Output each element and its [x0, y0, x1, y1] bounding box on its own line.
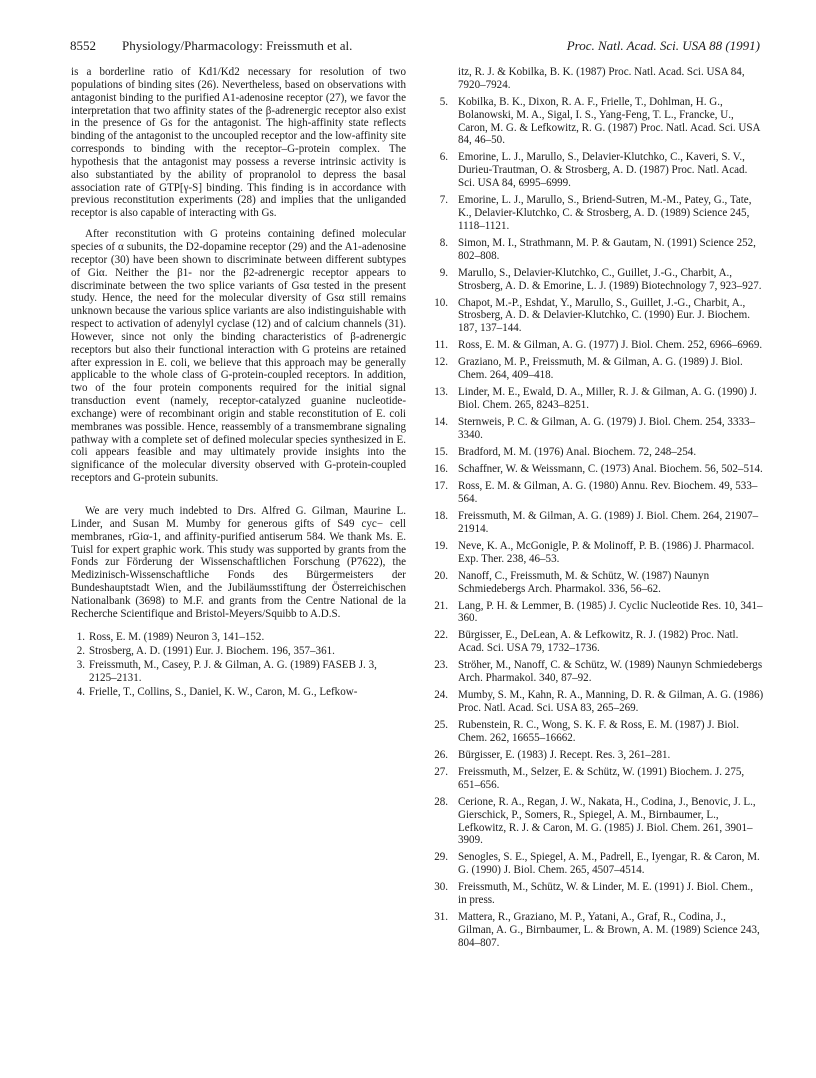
- reference-text: Emorine, L. J., Marullo, S., Briend-Sutren, M.-M., Patey, G., Tate, K., Delavier-Klutchko, C. & Strosberg, A. D. (1989) Science 245, 1118–1121.: [458, 194, 752, 232]
- reference-text: Mattera, R., Graziano, M. P., Yatani, A., Graf, R., Codina, J., Gilman, A. G., Birnbaumer, L. & Brown, A. M. (1989) Science 243, 804–807.: [458, 911, 760, 949]
- reference-number: 26.: [434, 748, 448, 761]
- reference-number: 12.: [434, 356, 448, 369]
- reference-number: 16.: [434, 463, 448, 476]
- reference-item: [424, 659, 764, 685]
- reference-number: 21.: [434, 599, 448, 612]
- reference-text: Neve, K. A., McGonigle, P. & Molinoff, P. B. (1986) J. Pharmacol. Exp. Ther. 238, 46–53.: [458, 539, 755, 565]
- reference-number: 23.: [434, 659, 448, 672]
- body-paragraph: is a borderline ratio of Kd1/Kd2 necessary for resolution of two populations of binding sites (26). Nevertheless, based on observations with antagonist binding to the purified A1-adenosine receptor (27), we favor the interpretation that two affinity states of the β-adrenergic receptor also exist in the presence of Gs for the antagonist. The high-affinity state reflects binding of the antagonist to the uncoupled receptor and the low-affinity site corresponds to binding with the receptor–G-protein complex. The hypothesis that the antagonist may possess a reverse intrinsic activity is also substantiated by the ability of propranolol to depress the basal association rate of GTP[γ-S] binding. This finding is in accordance with previous reconstitution experiments (28) and implies that the unliganded receptor is also capable of interacting with Gs.: [71, 66, 406, 220]
- reference-text: Linder, M. E., Ewald, D. A., Miller, R. J. & Gilman, A. G. (1990) J. Biol. Chem. 265, 8243–8251.: [458, 386, 757, 412]
- reference-item: [424, 480, 764, 506]
- reference-text: Nanoff, C., Freissmuth, M. & Schütz, W. (1987) Naunyn Schmiedebergs Arch. Pharmakol. 336, 56–62.: [458, 569, 710, 595]
- reference-item: [424, 796, 764, 847]
- reference-text: Graziano, M. P., Freissmuth, M. & Gilman, A. G. (1989) J. Biol. Chem. 264, 409–418.: [458, 356, 743, 382]
- reference-item: [424, 510, 764, 536]
- reference-item: [424, 749, 764, 762]
- right-column: [424, 66, 764, 954]
- reference-number: 19.: [434, 539, 448, 552]
- reference-number: 17.: [434, 480, 448, 493]
- reference-number: 4.: [76, 686, 85, 699]
- reference-item: [424, 237, 764, 263]
- reference-item: [424, 629, 764, 655]
- reference-number: 8.: [439, 236, 448, 249]
- reference-text: Freissmuth, M., Casey, P. J. & Gilman, A. G. (1989) FASEB J. 3, 2125–2131.: [89, 659, 377, 685]
- reference-number: 14.: [434, 416, 448, 429]
- reference-text: Emorine, L. J., Marullo, S., Delavier-Klutchko, C., Kaveri, S. V., Durieu-Trautman, O. & Strosberg, A. D. (1987) Proc. Natl. Acad. Sci. USA 84, 6995–6999.: [458, 151, 748, 190]
- reference-number: 10.: [434, 296, 448, 309]
- reference-number: 13.: [434, 386, 448, 399]
- reference-text: Freissmuth, M., Schütz, W. & Linder, M. E. (1991) J. Biol. Chem., in press.: [458, 881, 754, 907]
- reference-item: [424, 96, 764, 147]
- reference-number: 22.: [434, 629, 448, 642]
- reference-text: Frielle, T., Collins, S., Daniel, K. W., Caron, M. G., Lefkow-: [89, 686, 358, 699]
- running-title: Physiology/Pharmacology: Freissmuth et al.: [122, 38, 353, 53]
- reference-item: [424, 851, 764, 877]
- reference-text: Schaffner, W. & Weissmann, C. (1973) Anal. Biochem. 56, 502–514.: [458, 463, 763, 476]
- reference-item: [424, 766, 764, 792]
- page-number: 8552: [70, 38, 96, 53]
- reference-item: [71, 645, 406, 658]
- reference-number: 7.: [439, 194, 448, 207]
- reference-item: [424, 463, 764, 476]
- reference-item: [71, 686, 406, 699]
- reference-text: Ross, E. M. & Gilman, A. G. (1980) Annu. Rev. Biochem. 49, 533–564.: [458, 480, 758, 505]
- reference-text: Kobilka, B. K., Dixon, R. A. F., Frielle, T., Dohlman, H. G., Bolanowski, M. A., Sigal, I. S., Yang-Feng, T. L., Francke, U., Caron, M. G. & Lefkowitz, R. G. (1987) Proc. Natl. Acad. Sci. USA 84, 46–50.: [458, 95, 760, 147]
- reference-item: [424, 386, 764, 412]
- reference-item: [424, 194, 764, 233]
- reference-number: 29.: [434, 851, 448, 864]
- reference-number: 31.: [434, 911, 448, 924]
- reference-text: Bürgisser, E. (1983) J. Recept. Res. 3, 261–281.: [458, 748, 671, 761]
- reference-item: [424, 151, 764, 190]
- left-column: [71, 66, 406, 701]
- acknowledgment: We are very much indebted to Drs. Alfred G. Gilman, Maurine L. Linder, and Susan M. Mumby for generous gifts of S49 cyc− cell membranes, rGiα-1, and affinity-purified antiserum 584. We thank Ms. E. Tuisl for expert graphic work. This study was supported by grants from the Fonds zur Förderung der Wissenschaftlichen Forschung (P7622), the Medizinisch-Wissenschaftliche Fonds des Bürgermeisters der Bundeshauptstadt Wien, and the Jubiläumsstiftung der Österreichischen Nationalbank (3698) to M.F. and grants from the Centre National de la Recherche Scientifique and Bristol-Meyers/Squibb to A.D.S.: [71, 505, 406, 620]
- reference-item: [424, 689, 764, 715]
- reference-number: 30.: [434, 881, 448, 894]
- reference-item: [424, 719, 764, 745]
- reference-text: Mumby, S. M., Kahn, R. A., Manning, D. R. & Gilman, A. G. (1986) Proc. Natl. Acad. Sci. USA 83, 265–269.: [458, 689, 764, 715]
- reference-number: 1.: [76, 630, 85, 643]
- reference-item: [71, 631, 406, 644]
- reference-number: 11.: [434, 339, 448, 352]
- reference-text: Rubenstein, R. C., Wong, S. K. F. & Ross, E. M. (1987) J. Biol. Chem. 262, 16655–16662.: [458, 719, 739, 744]
- reference-number: 25.: [434, 719, 448, 732]
- reference-text: Bradford, M. M. (1976) Anal. Biochem. 72, 248–254.: [458, 446, 697, 458]
- reference-item: [424, 881, 764, 907]
- reference-text: Cerione, R. A., Regan, J. W., Nakata, H., Codina, J., Benovic, J. L., Gierschick, P., Somers, R., Spiegel, A. M., Birnbaumer, L., Lefkowitz, R. J. & Caron, M. G. (1985) J. Biol. Chem. 261, 3901–3909.: [458, 795, 756, 847]
- reference-item: [424, 446, 764, 459]
- reference-item: [424, 267, 764, 293]
- reference-number: 3.: [76, 659, 85, 672]
- reference-text: Senogles, S. E., Spiegel, A. M., Padrell, E., Iyengar, R. & Caron, M. G. (1990) J. Biol. Chem. 265, 4507–4514.: [458, 851, 760, 877]
- reference-item: [424, 570, 764, 596]
- reference-item: [424, 416, 764, 442]
- reference-item: [424, 540, 764, 566]
- reference-text: Bürgisser, E., DeLean, A. & Lefkowitz, R. J. (1982) Proc. Natl. Acad. Sci. USA 79, 1732–1736.: [458, 629, 739, 655]
- reference-text: Ross, E. M. (1989) Neuron 3, 141–152.: [89, 630, 265, 643]
- reference-number: 27.: [434, 765, 448, 778]
- reference-text: Ross, E. M. & Gilman, A. G. (1977) J. Biol. Chem. 252, 6966–6969.: [458, 339, 763, 352]
- reference-number: 9.: [439, 266, 448, 279]
- page-header: [70, 38, 760, 58]
- reference-item: [424, 911, 764, 950]
- reference-number: 18.: [434, 509, 448, 522]
- reference-list: [424, 96, 764, 950]
- reference-number: 6.: [439, 151, 448, 164]
- reference-item: [424, 356, 764, 382]
- reference-number: 5.: [439, 95, 448, 108]
- reference-number: 15.: [434, 446, 448, 458]
- reference-text: Strosberg, A. D. (1991) Eur. J. Biochem. 196, 357–361.: [89, 644, 335, 657]
- reference-text: Ströher, M., Nanoff, C. & Schütz, W. (1989) Naunyn Schmiedebergs Arch. Pharmakol. 340, 87–92.: [458, 659, 763, 685]
- reference-list: [71, 631, 406, 700]
- reference-item: [424, 297, 764, 336]
- reference-item: [71, 659, 406, 685]
- reference-text: Chapot, M.-P., Eshdat, Y., Marullo, S., Guillet, J.-G., Charbit, A., Strosberg, A. D. & Delavier-Klutchko, C. (1990) Eur. J. Biochem. 187, 137–144.: [458, 296, 750, 335]
- reference-continuation: itz, R. J. & Kobilka, B. K. (1987) Proc. Natl. Acad. Sci. USA 84, 7920–7924.: [458, 66, 745, 91]
- reference-number: 28.: [434, 795, 448, 808]
- reference-number: 20.: [434, 569, 448, 582]
- reference-item: [424, 600, 764, 626]
- reference-text: Sternweis, P. C. & Gilman, A. G. (1979) J. Biol. Chem. 254, 3333–3340.: [458, 416, 756, 441]
- reference-text: Marullo, S., Delavier-Klutchko, C., Guillet, J.-G., Charbit, A., Strosberg, A. D. & Emorine, L. J. (1989) Biotechnology 7, 923–927.: [458, 266, 762, 292]
- reference-text: Lang, P. H. & Lemmer, B. (1985) J. Cyclic Nucleotide Res. 10, 341–360.: [458, 599, 763, 625]
- reference-text: Simon, M. I., Strathmann, M. P. & Gautam, N. (1991) Science 252, 802–808.: [458, 236, 756, 262]
- reference-text: Freissmuth, M., Selzer, E. & Schütz, W. (1991) Biochem. J. 275, 651–656.: [458, 765, 745, 791]
- body-paragraph: After reconstitution with G proteins containing defined molecular species of α subunits, the D2-dopamine receptor (29) and the A1-adenosine receptor (30) have been shown to discriminate between different subtypes of Giα. Neither the β1- nor the β2-adrenergic receptor appears to discriminate between the two splice variants of Gsα tested in the present study. Hence, the need for the molecular diversity of Gsα still remains unknown because the various splice variants are also indistinguishable with respect to activation of adenylyl cyclase (12) and of calcium channels (31). However, since not only the binding characteristics of β-adrenergic receptors but also their functional interaction with G proteins are retained after expression in E. coli, we believe that this approach may be generally applicable to the whole class of G-protein-coupled receptors. In addition, two of the four protein components required for the initial signal transduction event (namely, receptor-catalyzed guanine nucleotide-exchange) were of recombinant origin and stable reconstitution of E. coli membranes was possible. Hence, reassembly of a transmembrane signaling pathway with a complete set of defined molecular species synthesized in E. coli appears feasible and may ultimately provide insights into the significance of the molecular diversity observed with G-protein-coupled receptors and G-protein subunits.: [71, 228, 406, 485]
- reference-number: 24.: [434, 689, 448, 702]
- journal-citation: Proc. Natl. Acad. Sci. USA 88 (1991): [566, 38, 760, 53]
- reference-item: [424, 339, 764, 352]
- reference-number: 2.: [76, 644, 85, 657]
- reference-text: Freissmuth, M. & Gilman, A. G. (1989) J. Biol. Chem. 264, 21907–21914.: [458, 509, 759, 535]
